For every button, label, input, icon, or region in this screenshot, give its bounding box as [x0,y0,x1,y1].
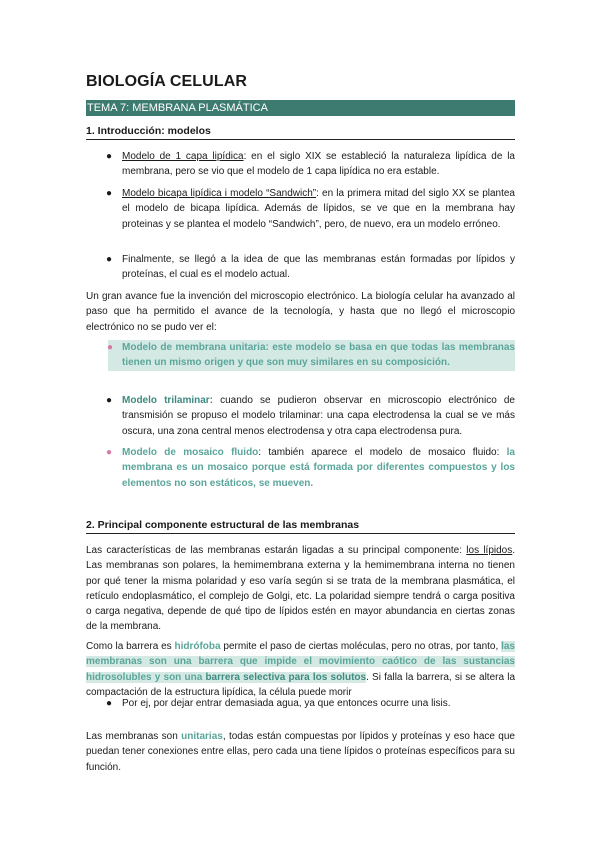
document-title: BIOLOGÍA CELULAR [86,73,247,90]
highlight-term: hidrófoba [174,641,221,652]
text-run: permite el paso de ciertas moléculas, pero no otras, por tanto, [220,641,502,652]
list-item [106,186,515,232]
bullet-text: Por ej, por dejar entrar demasiada agua, ya que entonces ocurre una lisis. [122,698,451,709]
text-run: Las membranas son [86,731,182,742]
bullet-icon: ● [106,698,113,709]
list-item [106,252,515,283]
bullet-icon: ● [106,447,113,458]
bullet-text: : en el siglo XIX se estableció la naturaleza lipídica de la membrana, pero se vio que el modelo de 1 capa lipídica no era estable. [122,151,515,178]
model-text: cuando se pudieron observar en microscopio electrónico de transmisión se propuso el modelo trilaminar: una capa electrodensa la cual se ve más oscura, una zona central menos electrodensa y otra capa electrodensa pura. [122,395,515,437]
bullet-term: Modelo bicapa lipídica i modelo “Sandwich” [122,188,317,199]
list-item [106,696,515,711]
text-run: . Si falla la barrera, si se altera la compactación de la estructura lipídica, la célula puede morir [86,671,516,698]
bullet-icon: ● [106,151,113,162]
highlight-term: unitarias [181,731,223,742]
paragraph: Un gran avance fue la invención del microscopio electrónico. La biología celular ha avanzado al paso que ha permitido el avance de la tecnología, y hasta que no llegó el microscopio electrónico no se pudo ver el: [86,291,515,333]
list-item-highlighted [108,340,515,371]
bullet-icon: ● [106,188,113,199]
bullet-icon: ● [106,254,113,265]
bullet-icon: ● [107,342,114,353]
model-term: Modelo de mosaico fluido [122,447,259,458]
section1-heading: 1. Introducción: modelos [86,125,515,140]
paragraph [86,729,515,775]
bullet-text: Finalmente, se llegó a la idea de que las membranas están formadas por lípidos y proteínas, el cual es el modelo actual. [122,254,515,281]
underlined-term: los lípidos [466,545,513,556]
list-item [106,393,515,439]
highlighted-bold-text: barrera selectiva para los solutos [205,671,367,683]
list-item [106,149,515,180]
bullet-text: : en la primera mitad del siglo XX se plantea el modelo de bicapa lipídica. Además de lípidos, se ve que en la membrana hay proteinas y se plantea el modelo “Sandwich”, pero, de nuevo, era un modelo erróneo. [122,188,515,230]
text-run: , todas están compuestas por lípidos y proteínas y eso hace que puedan tener conexiones entre ellas, pero cada una tiene lípidos o proteínas específicos para su función. [86,731,515,773]
text-run: Las características de las membranas estarán ligadas a su principal componente: [86,545,467,556]
list-item [106,445,515,491]
section2-heading: 2. Principal componente estructural de las membranas [86,519,515,534]
model-text-highlight: la membrana es un mosaico porque está formada por diferentes compuestos y los elementos no son estáticos, se mueven. [122,447,515,489]
tema-heading-bar: TEMA 7: MEMBRANA PLASMÁTICA [86,100,515,116]
model-term: Modelo de membrana unitaria [122,342,266,353]
model-text: : este modelo se basa en que todas las membranas tienen un mismo origen y que son muy similares en su composición. [122,342,515,369]
bullet-icon: ● [106,395,113,406]
model-text: : también aparece el modelo de mosaico fluido: [258,447,507,458]
paragraph [86,639,515,700]
model-term: Modelo trilaminar: [122,395,213,406]
text-run: Como la barrera es [86,641,175,652]
text-run: . Las membranas son polares, la hemimembrana externa y la hemimembrana interna no tienen por qué tener la misma polaridad y eso varía según si se trata de la membrana plasmática, el retículo endoplasmático, el complejo de Golgi, etc. La polaridad siempre tendrá o carga positiva o carga negativa, depende de qué tipo de lípidos estén en mayor abundancia en ciertas zonas de la membrana. [86,545,516,633]
highlighted-text: las membranas son una barrera que impide el movimiento caótico de las sustancias hidrosolubles y son una [86,641,515,683]
paragraph [86,543,515,635]
bullet-term: Modelo de 1 capa lipídica [122,151,244,162]
